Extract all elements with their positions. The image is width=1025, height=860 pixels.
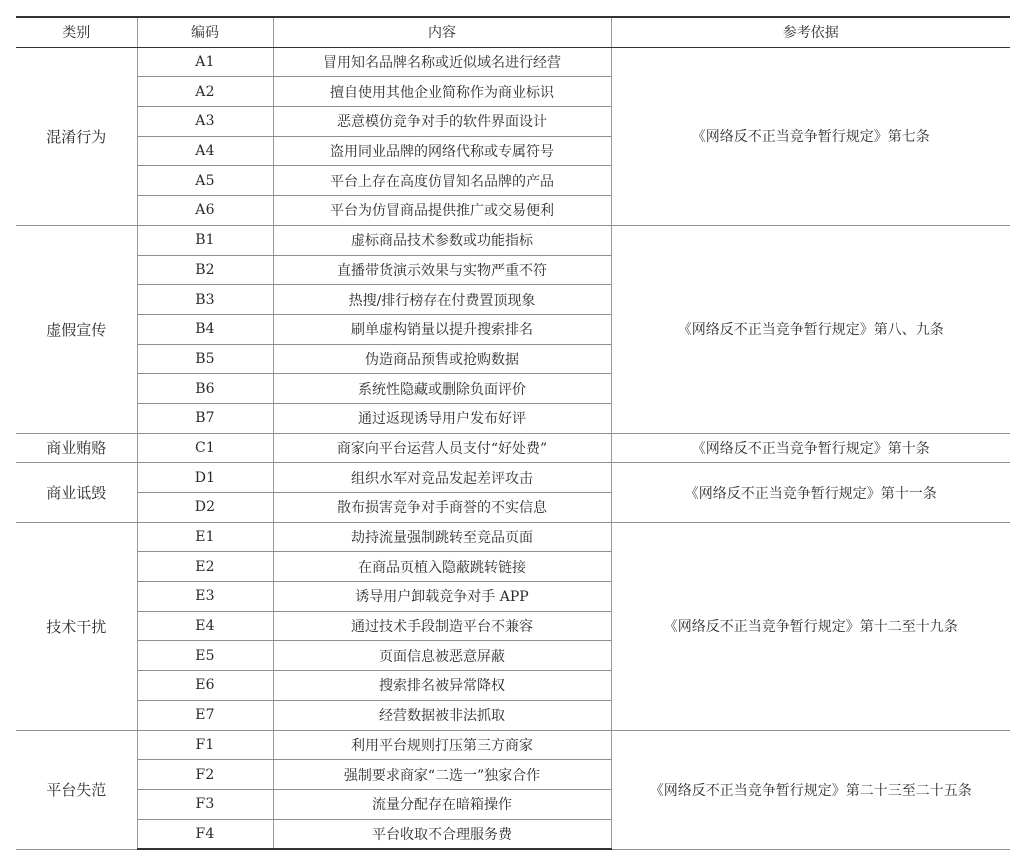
- header-content: 内容: [273, 17, 611, 47]
- header-code: 编码: [137, 17, 273, 47]
- code-cell: B6: [137, 374, 273, 404]
- code-cell: E5: [137, 641, 273, 671]
- table-row: [16, 225, 1010, 255]
- basis-cell: 《网络反不正当竞争暂行规定》第二十三至二十五条: [611, 730, 1010, 849]
- table-row: [16, 463, 1010, 493]
- content-cell: 冒用知名品牌名称或近似域名进行经营: [273, 47, 611, 77]
- code-cell: A1: [137, 47, 273, 77]
- table-row: [16, 47, 1010, 77]
- code-cell: B1: [137, 225, 273, 255]
- content-cell: 劫持流量强制跳转至竞品页面: [273, 522, 611, 552]
- table-row: [16, 522, 1010, 552]
- code-cell: E1: [137, 522, 273, 552]
- content-cell: 平台收取不合理服务费: [273, 819, 611, 849]
- category-cell: 混淆行为: [16, 47, 137, 225]
- basis-cell: 《网络反不正当竞争暂行规定》第十一条: [611, 463, 1010, 522]
- basis-cell: 《网络反不正当竞争暂行规定》第八、九条: [611, 225, 1010, 433]
- code-cell: E3: [137, 582, 273, 612]
- content-cell: 虚标商品技术参数或功能指标: [273, 225, 611, 255]
- table-row: [16, 730, 1010, 760]
- content-cell: 页面信息被恶意屏蔽: [273, 641, 611, 671]
- code-cell: A4: [137, 136, 273, 166]
- content-cell: 平台为仿冒商品提供推广或交易便利: [273, 196, 611, 226]
- content-cell: 利用平台规则打压第三方商家: [273, 730, 611, 760]
- category-cell: 平台失范: [16, 730, 137, 849]
- table-row: [16, 433, 1010, 463]
- content-cell: 强制要求商家“二选一”独家合作: [273, 760, 611, 790]
- code-cell: F3: [137, 789, 273, 819]
- classification-table: [16, 16, 1010, 850]
- code-cell: E2: [137, 552, 273, 582]
- code-cell: D2: [137, 493, 273, 523]
- table-header-row: [16, 17, 1010, 47]
- category-cell: 技术干扰: [16, 522, 137, 730]
- code-cell: B4: [137, 314, 273, 344]
- code-cell: A5: [137, 166, 273, 196]
- code-cell: B7: [137, 403, 273, 433]
- content-cell: 平台上存在高度仿冒知名品牌的产品: [273, 166, 611, 196]
- content-cell: 直播带货演示效果与实物严重不符: [273, 255, 611, 285]
- code-cell: A3: [137, 107, 273, 137]
- content-cell: 搜索排名被异常降权: [273, 671, 611, 701]
- code-cell: E6: [137, 671, 273, 701]
- content-cell: 在商品页植入隐蔽跳转链接: [273, 552, 611, 582]
- code-cell: D1: [137, 463, 273, 493]
- content-cell: 流量分配存在暗箱操作: [273, 789, 611, 819]
- content-cell: 通过技术手段制造平台不兼容: [273, 611, 611, 641]
- content-cell: 恶意模仿竞争对手的软件界面设计: [273, 107, 611, 137]
- header-category: 类别: [16, 17, 137, 47]
- category-cell: 商业诋毁: [16, 463, 137, 522]
- category-cell: 商业贿赂: [16, 433, 137, 463]
- code-cell: C1: [137, 433, 273, 463]
- content-cell: 伪造商品预售或抢购数据: [273, 344, 611, 374]
- basis-cell: 《网络反不正当竞争暂行规定》第十条: [611, 433, 1010, 463]
- content-cell: 诱导用户卸载竞争对手 APP: [273, 582, 611, 612]
- content-cell: 擅自使用其他企业简称作为商业标识: [273, 77, 611, 107]
- table-body: [16, 47, 1010, 849]
- code-cell: F2: [137, 760, 273, 790]
- code-cell: B3: [137, 285, 273, 315]
- content-cell: 热搜/排行榜存在付费置顶现象: [273, 285, 611, 315]
- content-cell: 系统性隐藏或删除负面评价: [273, 374, 611, 404]
- basis-cell: 《网络反不正当竞争暂行规定》第十二至十九条: [611, 522, 1010, 730]
- content-cell: 刷单虚构销量以提升搜索排名: [273, 314, 611, 344]
- header-basis: 参考依据: [611, 17, 1010, 47]
- code-cell: A6: [137, 196, 273, 226]
- content-cell: 散布损害竞争对手商誉的不实信息: [273, 493, 611, 523]
- basis-cell: 《网络反不正当竞争暂行规定》第七条: [611, 47, 1010, 225]
- code-cell: B2: [137, 255, 273, 285]
- content-cell: 组织水军对竞品发起差评攻击: [273, 463, 611, 493]
- category-cell: 虚假宣传: [16, 225, 137, 433]
- content-cell: 通过返现诱导用户发布好评: [273, 403, 611, 433]
- content-cell: 商家向平台运营人员支付“好处费”: [273, 433, 611, 463]
- code-cell: F4: [137, 819, 273, 849]
- code-cell: E4: [137, 611, 273, 641]
- content-cell: 经营数据被非法抓取: [273, 700, 611, 730]
- code-cell: B5: [137, 344, 273, 374]
- code-cell: A2: [137, 77, 273, 107]
- content-cell: 盗用同业品牌的网络代称或专属符号: [273, 136, 611, 166]
- code-cell: F1: [137, 730, 273, 760]
- code-cell: E7: [137, 700, 273, 730]
